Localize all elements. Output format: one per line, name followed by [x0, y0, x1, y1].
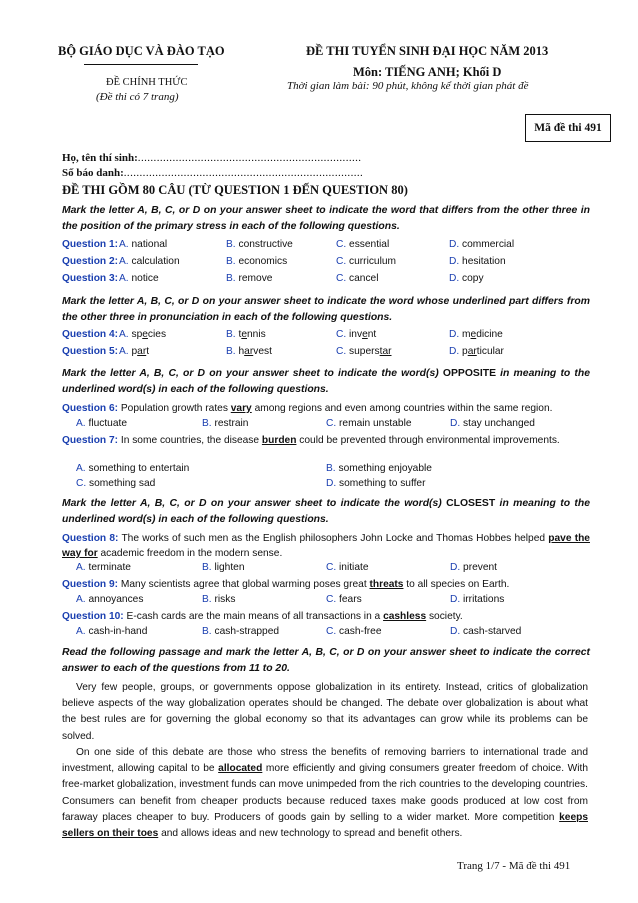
question-label: Question 10: — [62, 611, 124, 622]
exam-title: ĐỀ THI TUYỂN SINH ĐẠI HỌC NĂM 2013 — [306, 44, 549, 58]
option-d-part: ticular — [476, 346, 504, 357]
option-letter: A. — [76, 463, 86, 474]
passage-text: On one side of this debate are those who stress the benefits of removing barriers to international trade and investment, allowing capital to be — [62, 747, 588, 775]
option-letter: D. — [450, 562, 461, 573]
question-2 — [62, 254, 590, 270]
option-a-part: p — [131, 346, 138, 357]
option-d: commercial — [462, 239, 515, 250]
option-a: national — [131, 239, 168, 250]
option-c: initiate — [339, 562, 369, 573]
page-footer: Trang 1/7 - Mã đề thi 491 — [457, 860, 571, 872]
question-4 — [62, 327, 590, 343]
instruction-text: Mark the letter A, B, C, or D on your answer sheet to indicate the word(s) — [62, 498, 447, 509]
option-a: calculation — [131, 256, 180, 267]
option-letter: B. — [202, 418, 212, 429]
instruction-opposite — [62, 366, 590, 398]
question-label: Question 7: — [62, 435, 119, 446]
option-letter: A. — [119, 346, 129, 357]
stem-text: The works of such men as the English philosophers John Locke and Thomas Hobbes helped — [121, 533, 549, 544]
option-b-part: vest — [253, 346, 272, 357]
option-a: cash-in-hand — [88, 626, 148, 637]
option-b: lighten — [214, 562, 245, 573]
passage-underlined: keeps sellers on their toes — [62, 811, 588, 840]
option-d-part: m — [462, 329, 471, 340]
option-d-part: p — [462, 346, 468, 357]
option-letter: D. — [450, 418, 461, 429]
option-c-underlined: tar — [379, 346, 392, 357]
option-b: restrain — [214, 418, 249, 429]
option-b-part: h — [238, 346, 245, 357]
question-9-options — [62, 592, 590, 608]
option-letter: C. — [326, 594, 337, 605]
option-c: cancel — [349, 273, 379, 284]
question-5 — [62, 344, 590, 360]
question-label: Question 2: — [62, 256, 119, 267]
candidate-name-dots: ....................................................................... — [137, 152, 362, 164]
option-b-part: nnis — [247, 329, 266, 340]
option-a-underlined: ar — [137, 346, 147, 357]
exam-subject: Môn: TIẾNG ANH; Khối D — [353, 65, 502, 79]
stem-text: In some countries, the disease — [120, 435, 262, 446]
passage-text: and allows ideas and new technology to spread and benefit others. — [158, 828, 463, 840]
option-b-part: t — [238, 329, 242, 340]
option-letter: C. — [336, 239, 347, 250]
option-letter: A. — [76, 418, 86, 429]
header-divider — [84, 64, 198, 65]
instruction-pronunciation: Mark the letter A, B, C, or D on your answer sheet to indicate the word whose underlined part differs from the other three in pronunciation in each of the following questions. — [62, 296, 590, 323]
instruction-passage: Read the following passage and mark the letter A, B, C, or D on your answer sheet to indicate the correct answer to each of the questions from 11 to 20. — [62, 647, 590, 674]
option-letter: B. — [226, 239, 236, 250]
option-letter: B. — [226, 273, 236, 284]
option-letter: B. — [226, 329, 236, 340]
instruction-text: Mark the letter A, B, C, or D on your answer sheet to indicate the word(s) — [62, 368, 443, 379]
official-label: ĐỀ CHÍNH THỨC — [106, 77, 188, 88]
question-1 — [62, 237, 590, 253]
question-7-options-cd — [62, 476, 590, 492]
passage-paragraph-1: Very few people, groups, or governments oppose globalization in its entirety. Instead, critics of globalization believe aspects of the way globalization operates should be changed. The debate over globalization is about what the best rules are for governing the global economy so that its advantages can grow while its problems can be solved. — [62, 682, 588, 742]
exam-timing: Thời gian làm bài: 90 phút, không kể thời gian phát đề — [287, 80, 529, 92]
option-letter: B. — [202, 594, 212, 605]
option-b-underlined: ar — [244, 346, 254, 357]
option-letter: A. — [76, 594, 86, 605]
option-d: copy — [462, 273, 484, 284]
instruction-stress: Mark the letter A, B, C, or D on your answer sheet to indicate the word that differs from the other three in the position of the primary stress in each of the following questions. — [62, 205, 590, 232]
question-8-options — [62, 560, 590, 576]
option-b: constructive — [238, 239, 293, 250]
option-letter: D. — [449, 273, 460, 284]
stem-underlined: vary — [230, 403, 252, 414]
option-letter: A. — [119, 239, 129, 250]
instruction-keyword: CLOSEST — [446, 498, 496, 509]
exam-code-box: Mã đề thi 491 — [525, 114, 611, 142]
question-8-stem — [62, 531, 590, 561]
option-b: remove — [238, 273, 273, 284]
stem-underlined: burden — [261, 435, 297, 446]
option-c: remain unstable — [339, 418, 412, 429]
option-c-underlined: e — [362, 329, 368, 340]
option-a: fluctuate — [88, 418, 127, 429]
option-a-part: t — [146, 346, 150, 357]
question-label: Question 6: — [62, 403, 119, 414]
question-label: Question 4: — [62, 329, 119, 340]
question-10-options — [62, 624, 590, 640]
option-letter: D. — [326, 478, 337, 489]
question-label: Question 8: — [62, 533, 119, 544]
passage-paragraph-2 — [62, 745, 588, 842]
question-3 — [62, 271, 590, 287]
option-b-underlined: e — [241, 329, 247, 340]
question-7-options-ab — [62, 461, 590, 477]
question-9-stem — [62, 577, 590, 592]
option-c: cash-free — [339, 626, 382, 637]
option-c-part: nt — [367, 329, 377, 340]
stem-text: academic freedom in the modern sense. — [97, 548, 283, 559]
question-label: Question 9: — [62, 579, 119, 590]
option-letter: D. — [450, 626, 461, 637]
option-c: curriculum — [349, 256, 397, 267]
option-letter: B. — [226, 346, 236, 357]
question-6-stem — [62, 401, 590, 416]
option-letter: B. — [202, 626, 212, 637]
candidate-name-field — [62, 152, 361, 164]
option-d-part: dicine — [476, 329, 503, 340]
option-a: notice — [131, 273, 159, 284]
stem-underlined: threats — [369, 579, 404, 590]
stem-underlined: pave the way for — [62, 533, 590, 559]
option-b: cash-strapped — [214, 626, 280, 637]
option-d-underlined: ar — [467, 346, 477, 357]
candidate-id-dots: ............................................................................ — [123, 167, 364, 179]
question-6-options — [62, 416, 590, 432]
option-b: risks — [214, 594, 236, 605]
option-d: stay unchanged — [463, 418, 535, 429]
option-letter: A. — [76, 562, 86, 573]
option-a: something to entertain — [88, 463, 190, 474]
option-letter: B. — [326, 463, 336, 474]
question-label: Question 3: — [62, 273, 119, 284]
option-a-underlined: e — [142, 329, 148, 340]
question-7-stem — [62, 433, 590, 448]
option-letter: A. — [119, 256, 129, 267]
option-letter: C. — [336, 346, 347, 357]
option-letter: A. — [76, 626, 86, 637]
instruction-text: in meaning to the underlined word(s) in each of the following questions. — [62, 368, 590, 395]
stem-text: Many scientists agree that global warming poses great — [120, 579, 370, 590]
stem-text: E-cash cards are the main means of all transactions in a — [126, 611, 384, 622]
candidate-name-label: Họ, tên thí sinh: — [62, 152, 138, 164]
question-label: Question 1: — [62, 239, 119, 250]
passage-text: more efficiently and giving consumers greater freedom of choice. With free-market globalization, investment funds can move unimpeded from the rich countries to the developing countries. Consumers can benefit from cheaper products because reduced taxes make goods produced at low cost from faraway places cheaper to buy. Producers of goods gain by selling to a wider market. More competition — [62, 763, 588, 823]
option-b: something enjoyable — [338, 463, 432, 474]
option-a-part: sp — [131, 329, 143, 340]
option-letter: C. — [336, 273, 347, 284]
option-d: irritations — [463, 594, 505, 605]
option-a: annoyances — [88, 594, 144, 605]
instruction-closest — [62, 496, 590, 528]
option-letter: D. — [449, 256, 460, 267]
stem-text: society. — [426, 611, 463, 622]
stem-text: to all species on Earth. — [403, 579, 510, 590]
page-count-note: (Đề thi có 7 trang) — [96, 91, 179, 103]
option-c-part: supers — [349, 346, 380, 357]
option-d: cash-starved — [463, 626, 522, 637]
option-letter: A. — [119, 273, 129, 284]
candidate-id-field — [62, 167, 363, 179]
option-letter: C. — [326, 418, 337, 429]
section-heading: ĐỀ THI GỒM 80 CÂU (TỪ QUESTION 1 ĐẾN QUESTION 80) — [62, 183, 408, 197]
stem-text: among regions and even among countries within the same region. — [251, 403, 553, 414]
instruction-keyword: OPPOSITE — [442, 368, 496, 379]
option-letter: D. — [449, 346, 460, 357]
option-letter: B. — [202, 562, 212, 573]
option-d: hesitation — [462, 256, 506, 267]
instruction-text: in meaning to the underlined word(s) in each of the following questions. — [62, 498, 590, 525]
option-letter: C. — [336, 256, 347, 267]
stem-text: could be prevented through environmental improvements. — [296, 435, 560, 446]
option-c: something sad — [89, 478, 156, 489]
option-letter: C. — [326, 626, 337, 637]
stem-underlined: cashless — [383, 611, 427, 622]
option-d: something to suffer — [339, 478, 426, 489]
option-letter: C. — [336, 329, 347, 340]
option-letter: D. — [449, 239, 460, 250]
option-c-part: inv — [349, 329, 363, 340]
option-letter: C. — [326, 562, 337, 573]
stem-text: Population growth rates — [120, 403, 231, 414]
candidate-id-label: Số báo danh: — [62, 167, 124, 179]
question-10-stem — [62, 609, 590, 624]
question-label: Question 5: — [62, 346, 119, 357]
option-b: economics — [238, 256, 288, 267]
option-c: essential — [349, 239, 390, 250]
option-a: terminate — [88, 562, 131, 573]
ministry-name: BỘ GIÁO DỤC VÀ ĐÀO TẠO — [58, 44, 225, 58]
option-c: fears — [339, 594, 362, 605]
passage-underlined: allocated — [218, 763, 263, 775]
option-letter: D. — [449, 329, 460, 340]
option-letter: D. — [450, 594, 461, 605]
option-d-underlined: e — [470, 329, 477, 340]
option-letter: C. — [76, 478, 87, 489]
option-letter: A. — [119, 329, 129, 340]
option-a-part: cies — [147, 329, 167, 340]
option-letter: B. — [226, 256, 236, 267]
option-d: prevent — [463, 562, 498, 573]
